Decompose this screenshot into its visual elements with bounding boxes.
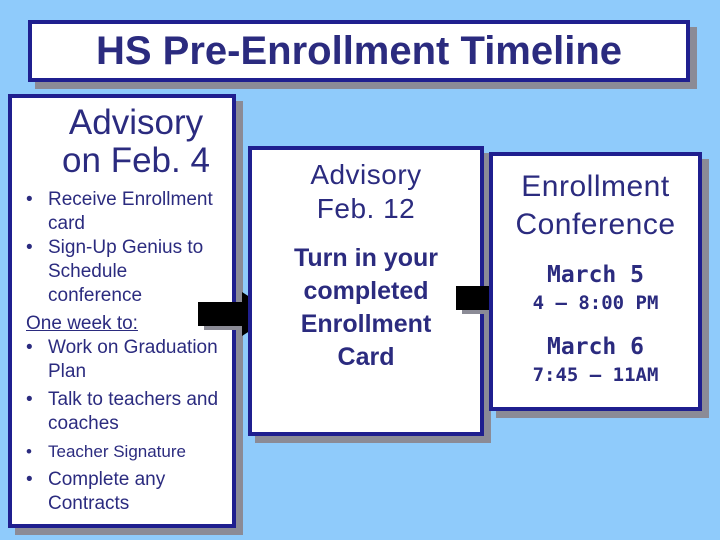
left-heading-line2: on Feb. 4	[62, 141, 210, 180]
left-list	[26, 188, 224, 516]
conference-time-2: 7:45 – 11AM	[532, 364, 659, 386]
middle-body-line1: Turn in your	[294, 244, 438, 272]
list-item: • Work on Graduation Plan	[26, 336, 224, 384]
right-heading-line1: Enrollment	[521, 170, 670, 203]
page-title: HS Pre-Enrollment Timeline	[95, 28, 623, 73]
left-heading	[48, 104, 224, 180]
week-label: One week to:	[26, 313, 138, 334]
list-item: • Sign-Up Genius to Schedule conference	[26, 236, 224, 308]
right-heading	[493, 168, 698, 244]
list-item: • Complete any Contracts	[26, 468, 224, 516]
middle-body	[252, 242, 480, 374]
middle-heading-line1: Advisory	[310, 159, 422, 190]
middle-body-line3: Enrollment	[300, 310, 432, 338]
list-item: • Talk to teachers and coaches	[26, 388, 224, 436]
middle-heading-line2: Feb. 12	[316, 193, 416, 224]
left-heading-line1: Advisory	[68, 103, 204, 142]
conference-time-1: 4 – 8:00 PM	[532, 292, 659, 314]
list-item: • Receive Enrollment card	[26, 188, 224, 236]
list-item: • Teacher Signature	[26, 440, 224, 464]
advisory-feb12-box	[248, 146, 484, 436]
right-heading-line2: Conference	[515, 208, 676, 241]
enrollment-conference-box	[489, 152, 702, 411]
middle-body-line2: completed	[303, 277, 429, 305]
middle-body-line4: Card	[337, 343, 395, 371]
conference-date-1: March 5	[547, 262, 644, 288]
middle-heading	[252, 158, 480, 226]
title-box	[28, 20, 690, 82]
conference-date-2: March 6	[547, 334, 644, 360]
